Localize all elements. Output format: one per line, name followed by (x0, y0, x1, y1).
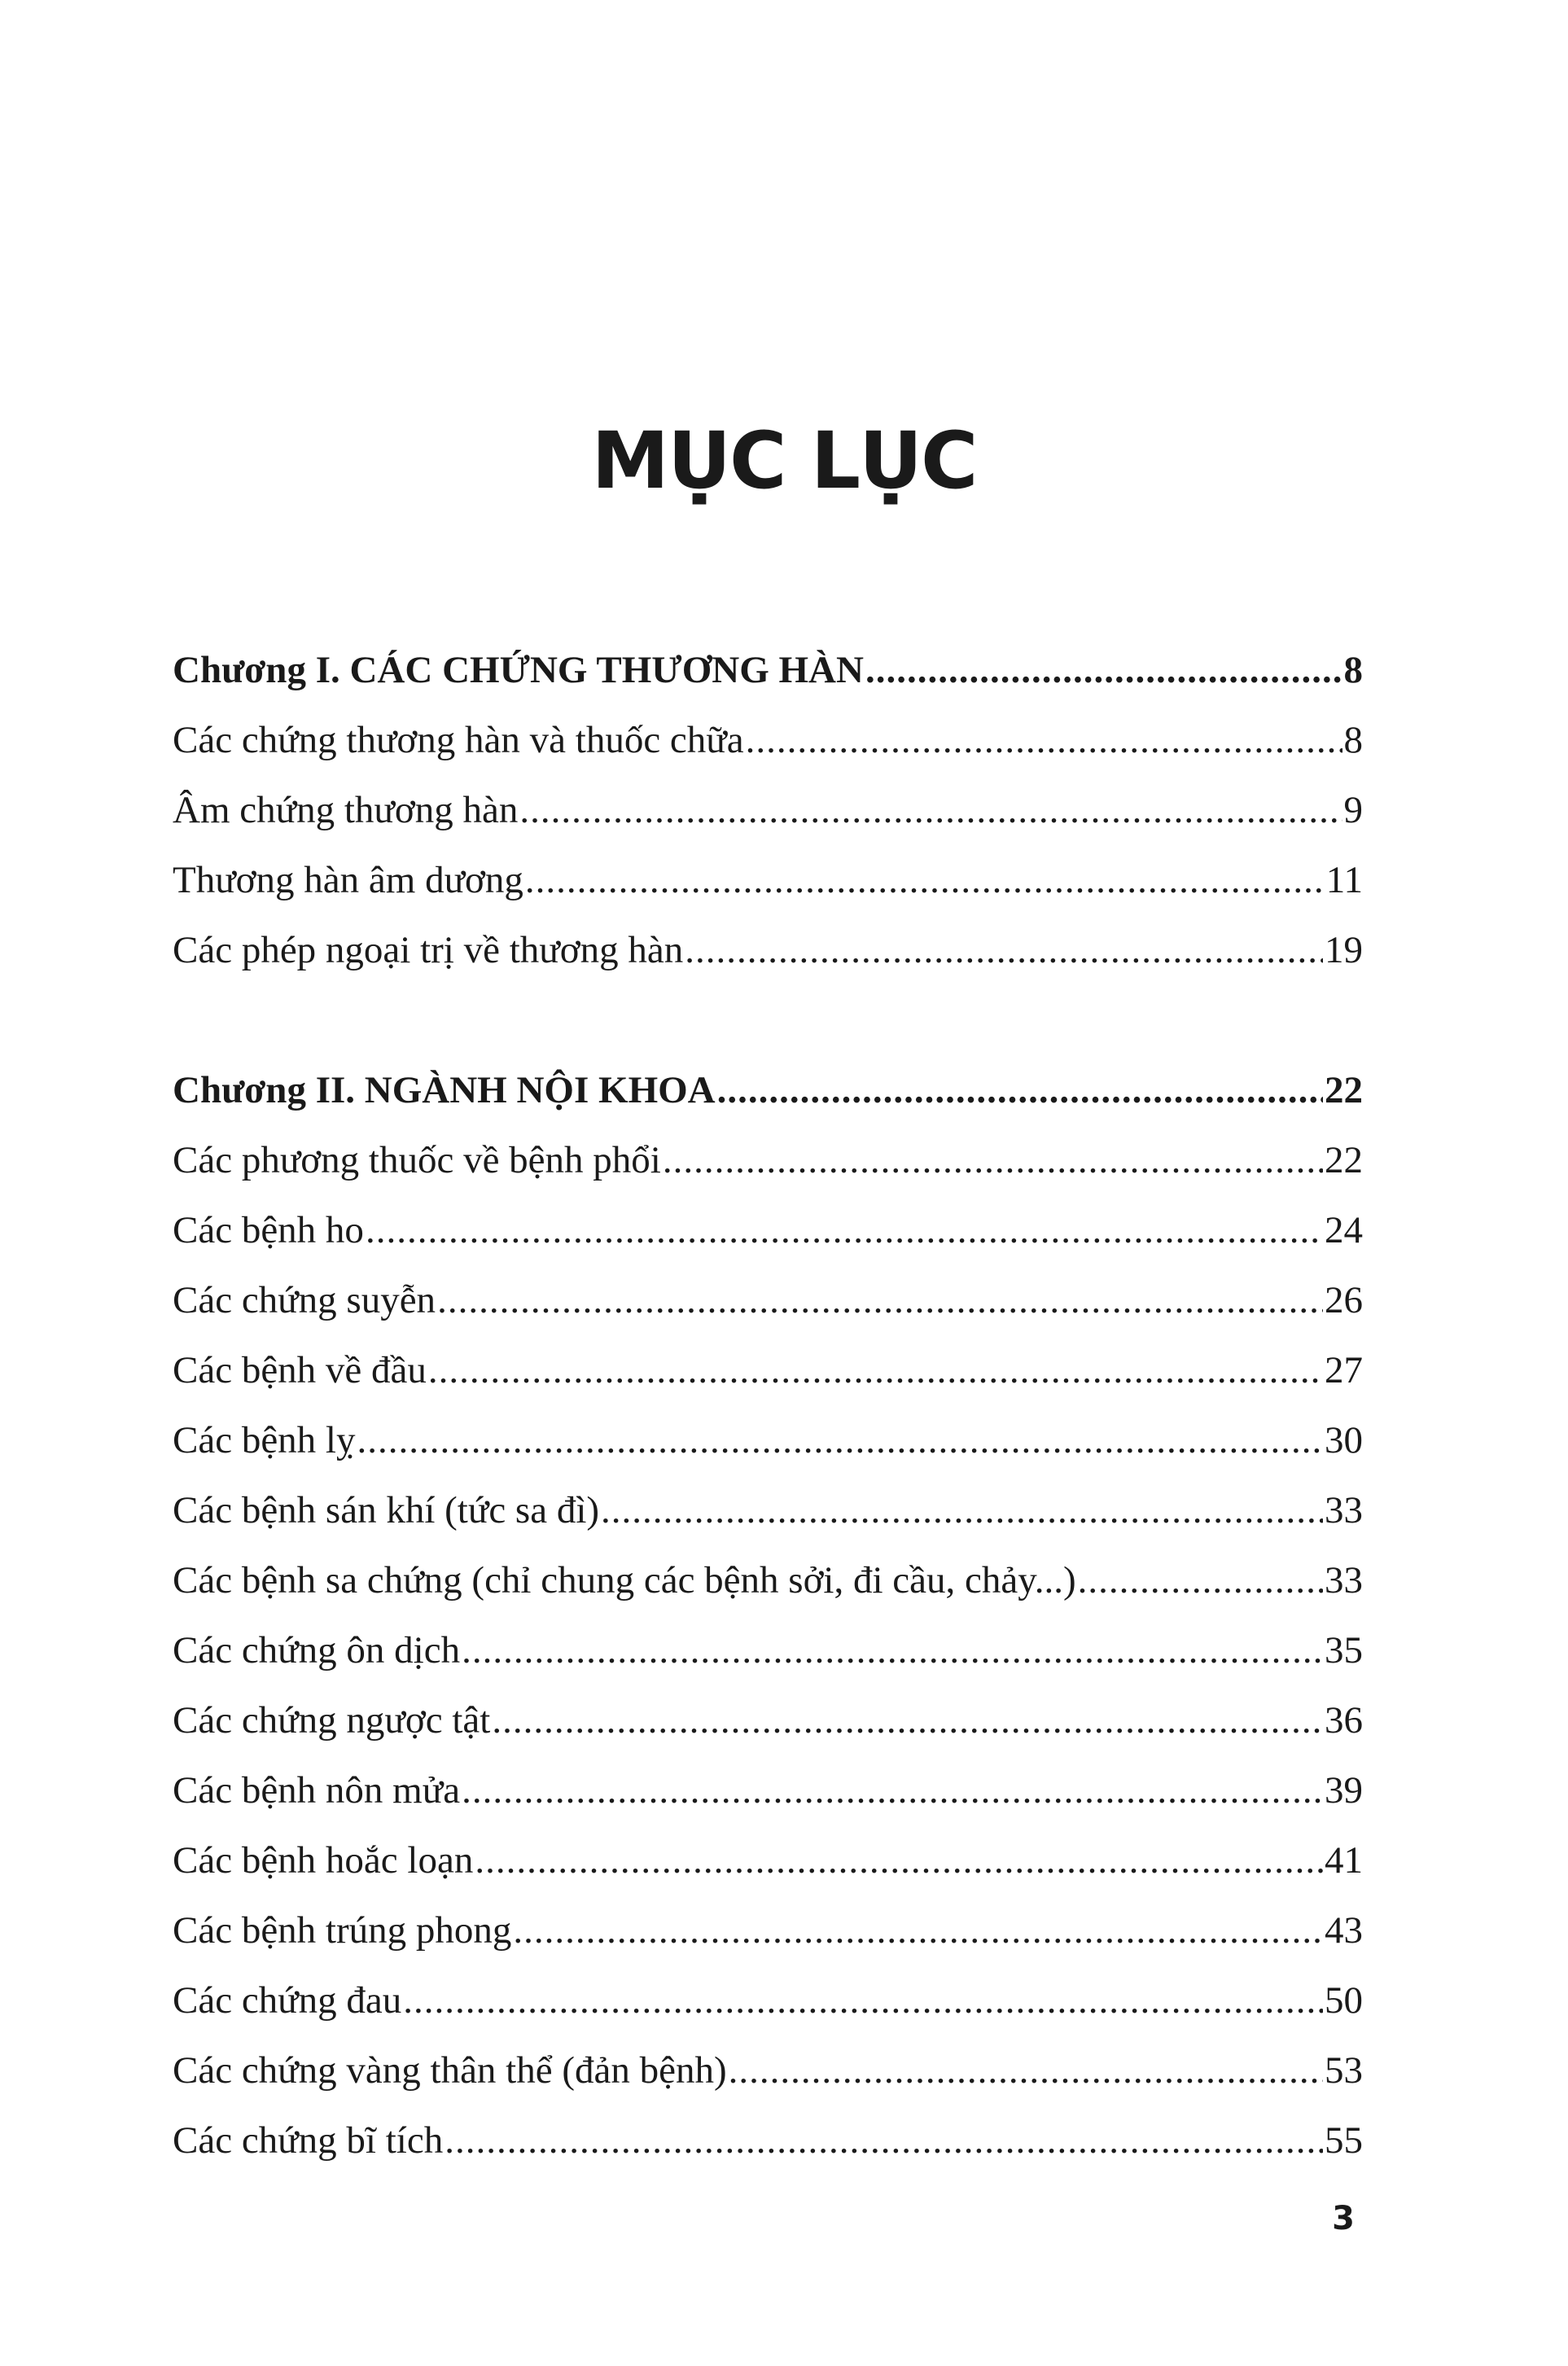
dot-leader (663, 1125, 1323, 1195)
toc-entry-page: 50 (1325, 1979, 1363, 2022)
page-title: MỤC LỤC (591, 415, 977, 506)
dot-leader (729, 2035, 1323, 2105)
toc-entry-row[interactable] (173, 1125, 1363, 1195)
toc-entry-row[interactable] (173, 1615, 1363, 1685)
toc-entry-label: Các chứng ngược tật (173, 1699, 491, 1742)
page-number: 3 (1332, 2200, 1355, 2237)
toc-entry-label: Các bệnh sán khí (tức sa đì) (173, 1489, 600, 1531)
toc-entry-label: Các phép ngoại trị về thương hàn (173, 929, 684, 971)
dot-leader (366, 1195, 1323, 1265)
dot-leader (513, 1895, 1323, 1965)
toc-entry-page: 33 (1325, 1559, 1363, 1601)
toc-entry-label: Các bệnh về đầu (173, 1349, 427, 1391)
toc-entry-page: 22 (1325, 1139, 1363, 1181)
toc-entry-row[interactable] (173, 775, 1363, 845)
toc-section-chapter-1 (173, 635, 1363, 985)
toc-entry-row[interactable] (173, 1265, 1363, 1335)
toc-entry-row[interactable] (173, 1685, 1363, 1755)
toc-entry-row[interactable] (173, 1825, 1363, 1895)
toc-entry-page: 41 (1325, 1839, 1363, 1882)
toc-entry-page: 55 (1325, 2119, 1363, 2162)
toc-entry-row[interactable] (173, 915, 1363, 985)
toc-entry-row[interactable] (173, 1405, 1363, 1475)
dot-leader (525, 845, 1325, 915)
toc-entry-row[interactable] (173, 1545, 1363, 1615)
toc-entry-row[interactable] (173, 845, 1363, 915)
toc-entry-label: Các bệnh trúng phong (173, 1909, 512, 1952)
dot-leader (428, 1335, 1323, 1405)
toc-entry-row[interactable] (173, 1195, 1363, 1265)
toc-entry-row[interactable] (173, 1475, 1363, 1545)
dot-leader (601, 1475, 1323, 1545)
dot-leader (717, 1055, 1323, 1125)
toc-entry-page: 27 (1325, 1349, 1363, 1391)
toc-entry-page: 43 (1325, 1909, 1363, 1952)
toc-entry-page: 30 (1325, 1419, 1363, 1461)
dot-leader (746, 705, 1342, 775)
toc-entry-label: Các chứng bĩ tích (173, 2119, 444, 2162)
toc-entry-label: Âm chứng thương hàn (173, 789, 519, 831)
dot-leader (685, 915, 1323, 985)
toc-chapter-page: 22 (1325, 1069, 1363, 1111)
dot-leader (403, 1965, 1323, 2035)
toc-entry-row[interactable] (173, 1895, 1363, 1965)
toc-entry-page: 11 (1325, 859, 1363, 901)
toc-entry-row[interactable] (173, 2035, 1363, 2105)
toc-entry-label: Các bệnh hoắc loạn (173, 1839, 474, 1882)
toc-entry-label: Các bệnh lỵ (173, 1419, 356, 1461)
dot-leader (462, 1755, 1323, 1825)
dot-leader (492, 1685, 1323, 1755)
toc-entry-label: Các chứng vàng thân thể (đản bệnh) (173, 2049, 727, 2092)
toc-chapter-label: Chương I. CÁC CHỨNG THƯƠNG HÀN (173, 649, 864, 691)
dot-leader (519, 775, 1342, 845)
toc-entry-row[interactable] (173, 1755, 1363, 1825)
toc-entry-page: 8 (1343, 719, 1363, 761)
toc-entry-page: 36 (1325, 1699, 1363, 1742)
toc-entry-label: Các chứng ôn dịch (173, 1629, 461, 1672)
dot-leader (357, 1405, 1324, 1475)
toc-entry-label: Các chứng thương hàn và thuốc chữa (173, 719, 744, 761)
toc-entry-row[interactable] (173, 1335, 1363, 1405)
toc-section-chapter-2 (173, 1055, 1363, 2175)
dot-leader (1078, 1545, 1323, 1615)
dot-leader (445, 2105, 1323, 2175)
toc-entry-page: 53 (1325, 2049, 1363, 2092)
dot-leader (475, 1825, 1323, 1895)
toc-entry-label: Các chứng đau (173, 1979, 402, 2022)
toc-entry-page: 19 (1325, 929, 1363, 971)
dot-leader (865, 635, 1342, 705)
toc-entry-label: Thương hàn âm dương (173, 859, 523, 901)
toc-entry-page: 33 (1325, 1489, 1363, 1531)
toc-chapter-label: Chương II. NGÀNH NỘI KHOA (173, 1069, 716, 1111)
toc-entry-page: 39 (1325, 1769, 1363, 1812)
toc-entry-page: 9 (1343, 789, 1363, 831)
toc-entry-page: 35 (1325, 1629, 1363, 1672)
toc-entry-label: Các chứng suyễn (173, 1279, 436, 1321)
toc-entry-row[interactable] (173, 1965, 1363, 2035)
toc-entry-label: Các bệnh nôn mửa (173, 1769, 461, 1812)
toc-chapter-row[interactable] (173, 1055, 1363, 1125)
dot-leader (437, 1265, 1323, 1335)
table-of-contents (173, 635, 1363, 2175)
toc-chapter-row[interactable] (173, 635, 1363, 705)
toc-entry-row[interactable] (173, 2105, 1363, 2175)
toc-entry-label: Các bệnh sa chứng (chỉ chung các bệnh sởi, đi cầu, chảy...) (173, 1559, 1076, 1601)
toc-entry-page: 24 (1325, 1209, 1363, 1251)
dot-leader (462, 1615, 1323, 1685)
toc-entry-row[interactable] (173, 705, 1363, 775)
toc-chapter-page: 8 (1343, 649, 1363, 691)
toc-entry-label: Các phương thuốc về bệnh phổi (173, 1139, 661, 1181)
toc-entry-label: Các bệnh ho (173, 1209, 364, 1251)
toc-entry-page: 26 (1325, 1279, 1363, 1321)
